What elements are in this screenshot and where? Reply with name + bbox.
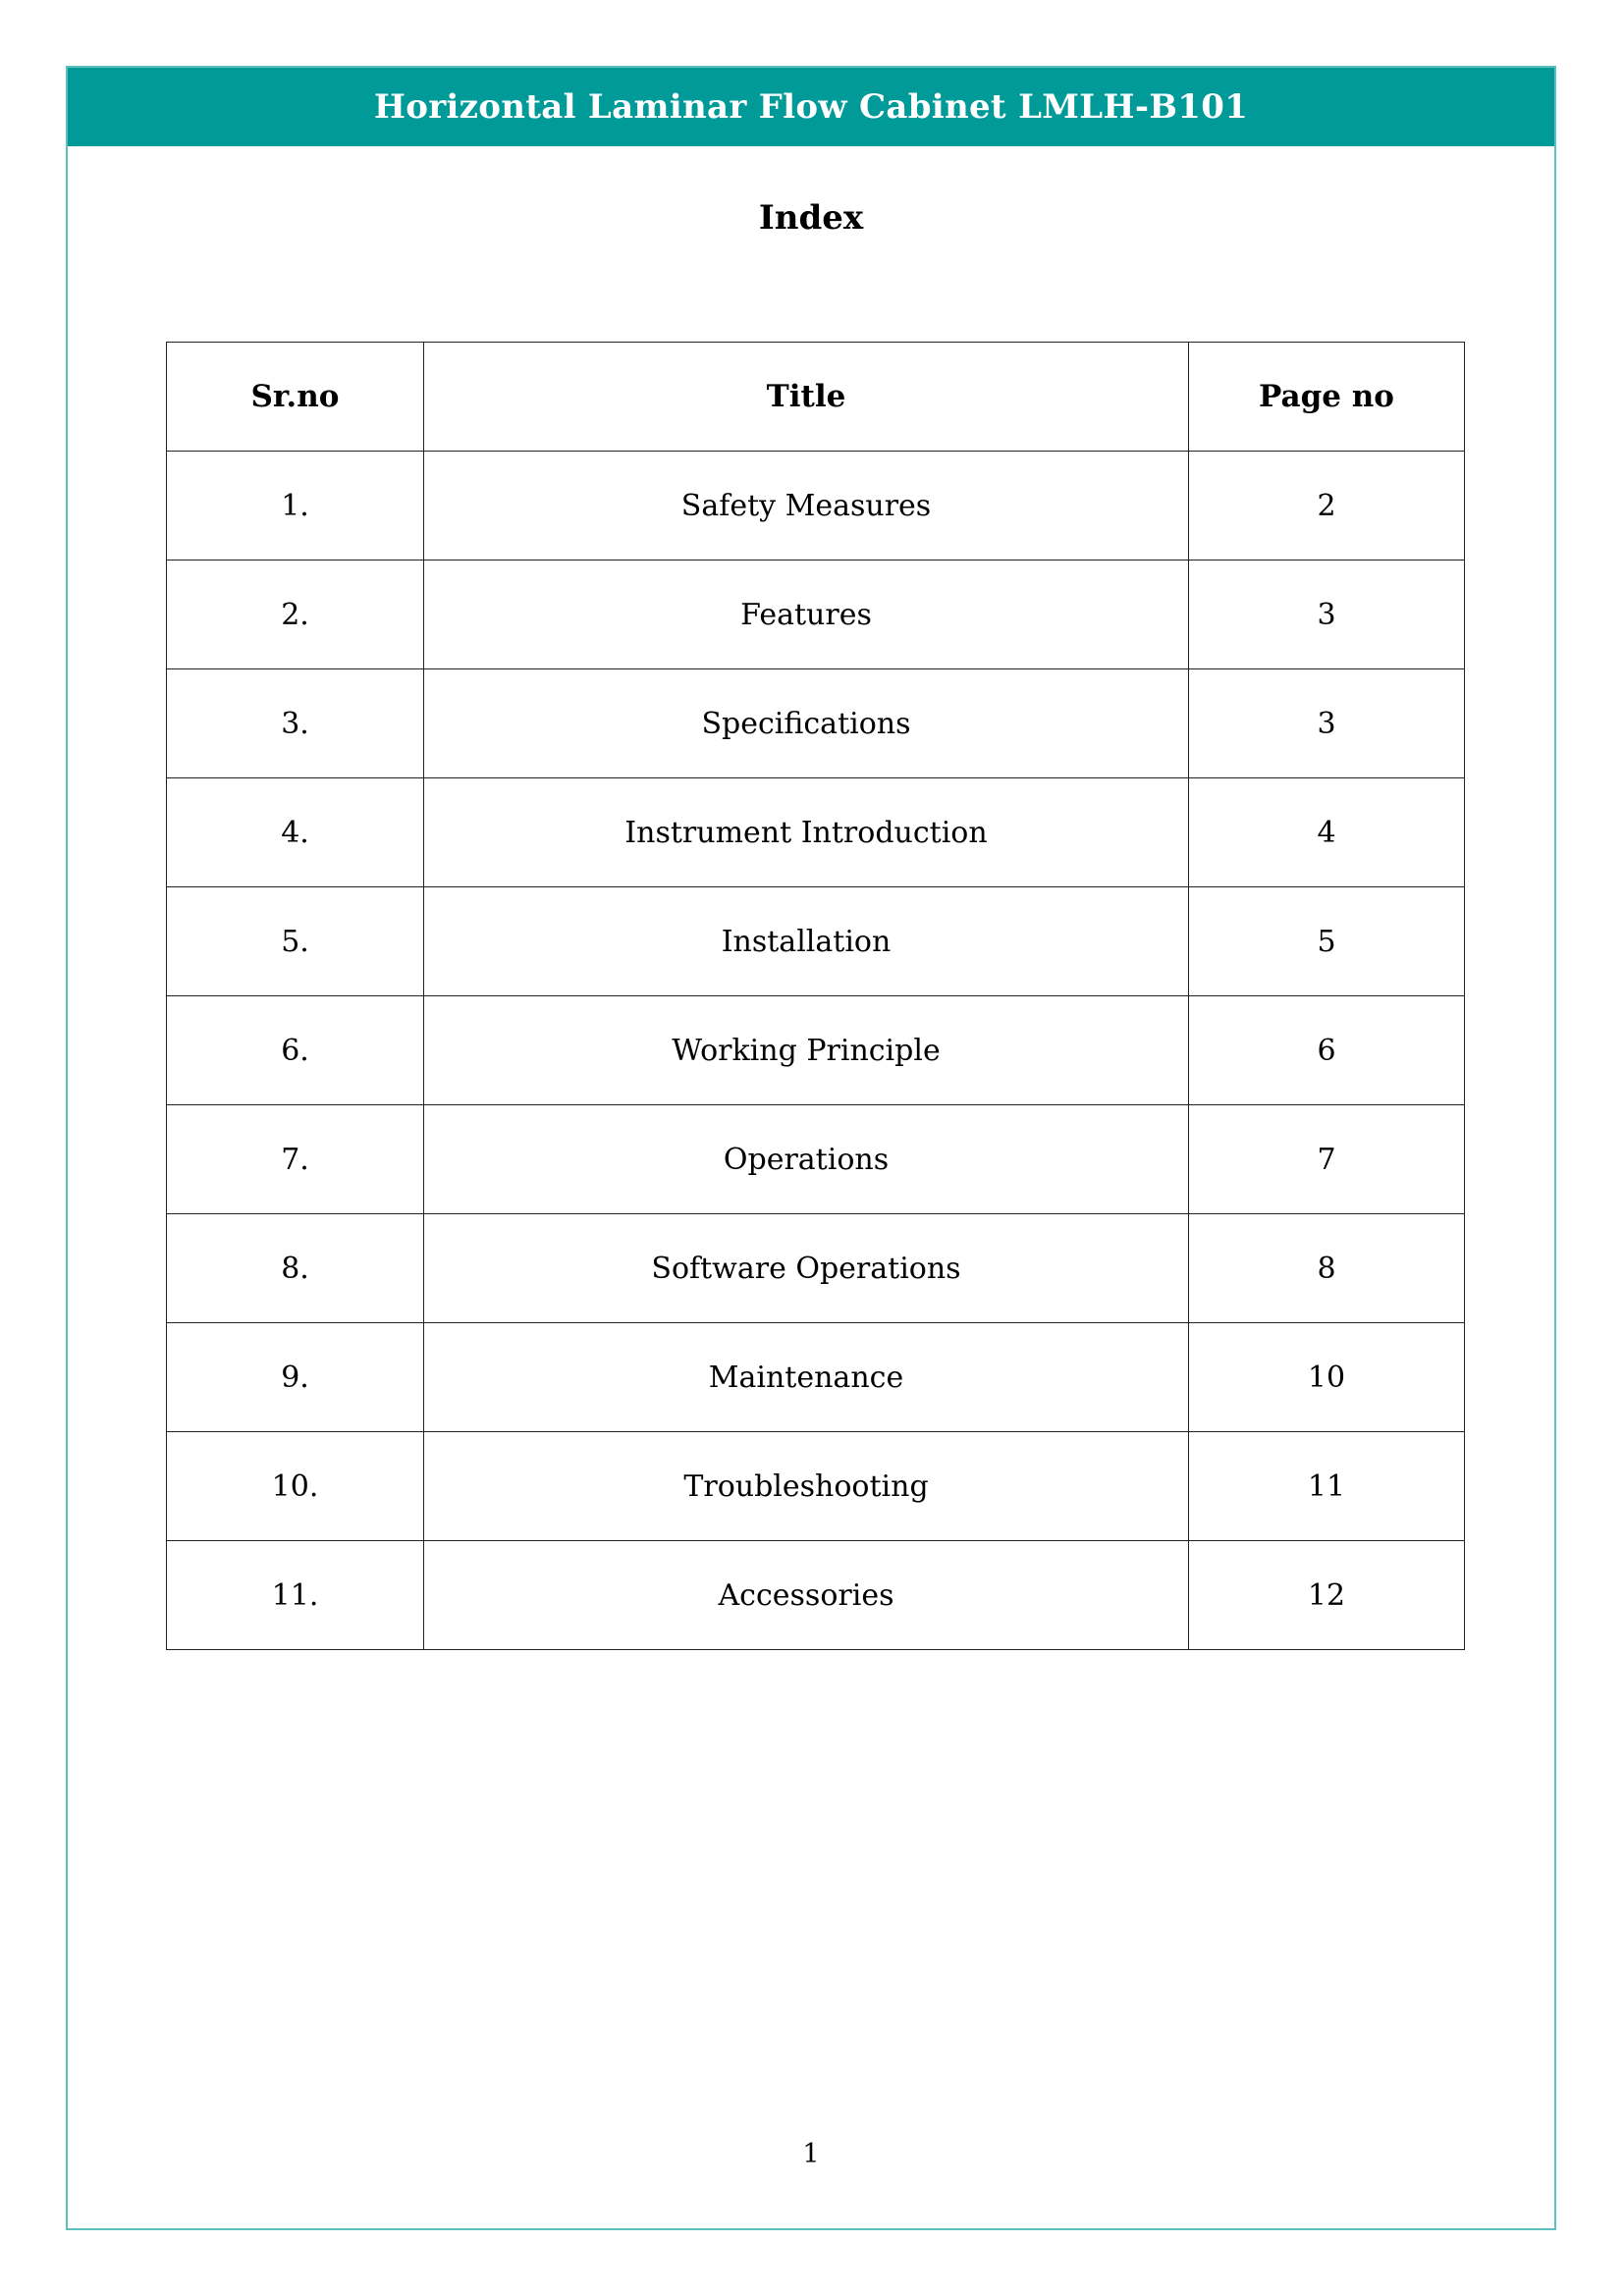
row-sr-no: 11.	[167, 1541, 424, 1650]
column-header-page-no: Page no	[1189, 343, 1465, 452]
index-table	[166, 342, 1465, 1650]
table-row	[167, 669, 1465, 778]
row-title: Maintenance	[424, 1323, 1189, 1432]
page-frame	[66, 66, 1556, 2230]
row-title: Specifications	[424, 669, 1189, 778]
table-row	[167, 1432, 1465, 1541]
table-row	[167, 1541, 1465, 1650]
table-row	[167, 1323, 1465, 1432]
row-title: Installation	[424, 887, 1189, 996]
row-page-no: 3	[1189, 561, 1465, 669]
row-title: Software Operations	[424, 1214, 1189, 1323]
row-sr-no: 10.	[167, 1432, 424, 1541]
row-page-no: 7	[1189, 1105, 1465, 1214]
row-page-no: 12	[1189, 1541, 1465, 1650]
index-table-header-row	[167, 343, 1465, 452]
row-page-no: 3	[1189, 669, 1465, 778]
row-title: Features	[424, 561, 1189, 669]
row-title: Operations	[424, 1105, 1189, 1214]
row-page-no: 4	[1189, 778, 1465, 887]
column-header-sr-no: Sr.no	[167, 343, 424, 452]
row-page-no: 6	[1189, 996, 1465, 1105]
row-page-no: 5	[1189, 887, 1465, 996]
row-page-no: 11	[1189, 1432, 1465, 1541]
header-bar	[68, 68, 1554, 146]
table-row	[167, 778, 1465, 887]
row-sr-no: 6.	[167, 996, 424, 1105]
row-page-no: 8	[1189, 1214, 1465, 1323]
row-sr-no: 4.	[167, 778, 424, 887]
row-sr-no: 1.	[167, 452, 424, 561]
row-title: Troubleshooting	[424, 1432, 1189, 1541]
row-page-no: 2	[1189, 452, 1465, 561]
row-sr-no: 5.	[167, 887, 424, 996]
table-row	[167, 452, 1465, 561]
row-sr-no: 8.	[167, 1214, 424, 1323]
row-title: Working Principle	[424, 996, 1189, 1105]
column-header-title: Title	[424, 343, 1189, 452]
row-title: Safety Measures	[424, 452, 1189, 561]
page-number: 1	[802, 2139, 820, 2169]
row-title: Accessories	[424, 1541, 1189, 1650]
row-sr-no: 7.	[167, 1105, 424, 1214]
table-row	[167, 1214, 1465, 1323]
row-sr-no: 9.	[167, 1323, 424, 1432]
table-row	[167, 996, 1465, 1105]
row-title: Instrument Introduction	[424, 778, 1189, 887]
row-sr-no: 2.	[167, 561, 424, 669]
row-page-no: 10	[1189, 1323, 1465, 1432]
table-row	[167, 561, 1465, 669]
table-row	[167, 1105, 1465, 1214]
table-row	[167, 887, 1465, 996]
row-sr-no: 3.	[167, 669, 424, 778]
document-title: Horizontal Laminar Flow Cabinet LMLH-B101	[373, 87, 1249, 127]
index-heading: Index	[758, 198, 864, 238]
